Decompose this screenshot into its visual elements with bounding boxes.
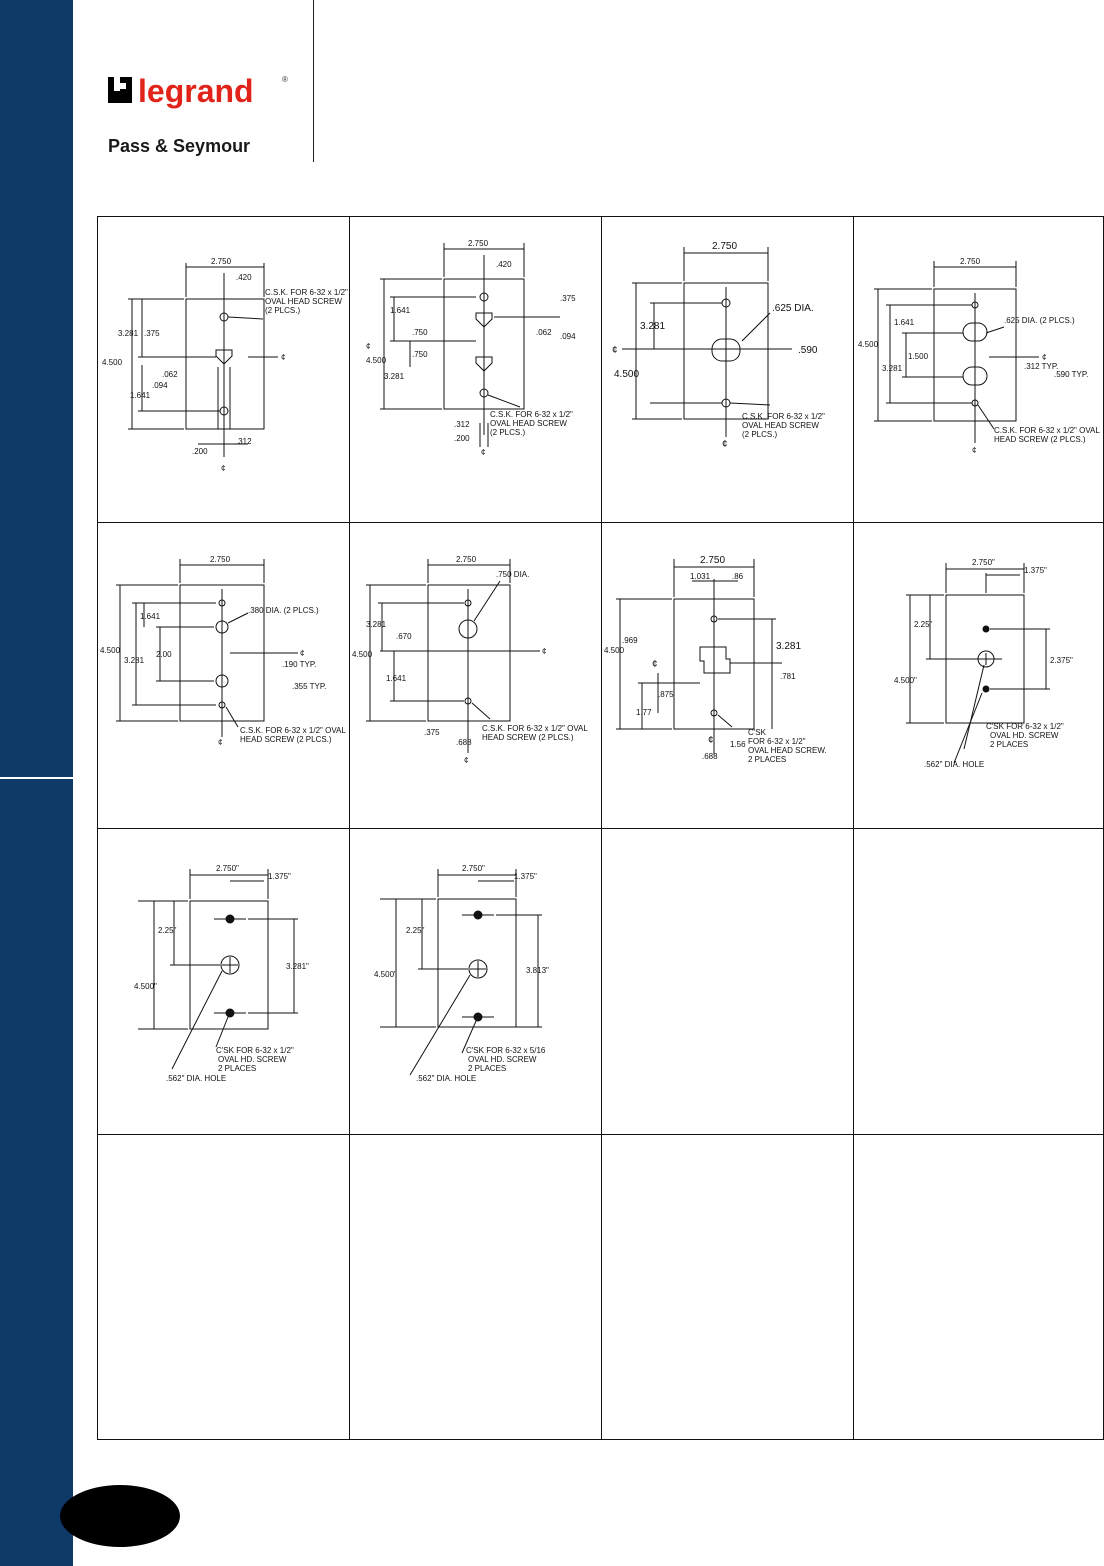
wallplate-drawing-2 <box>350 217 602 523</box>
dim-label: 3.281" <box>286 962 309 971</box>
dim-label: .781 <box>780 672 796 681</box>
note-label: OVAL HD. SCREW <box>468 1055 537 1064</box>
dim-label: 2.25" <box>158 926 177 935</box>
dim-label: 4.500" <box>894 676 917 685</box>
page-number-badge <box>60 1485 180 1547</box>
dim-label: 4.500 <box>614 369 640 380</box>
note-label: 2 PLACES <box>990 740 1029 749</box>
dim-label: 1.641 <box>386 674 407 683</box>
dim-label: .590 TYP. <box>1054 370 1089 379</box>
dim-label: .420 <box>496 260 512 269</box>
dim-label: 3.281 <box>366 620 387 629</box>
dim-label: .380 DIA. (2 PLCS.) <box>248 606 319 615</box>
dim-label: .200 <box>192 447 208 456</box>
dim-label: 3.813" <box>526 966 549 975</box>
dim-label: .750 <box>412 328 428 337</box>
wallplate-drawing-7 <box>602 523 854 829</box>
dim-label: .094 <box>152 381 168 390</box>
dim-label: 1.56 <box>730 740 746 749</box>
dim-label: 4.500 <box>102 358 123 367</box>
dim-label: 3.281 <box>124 656 145 665</box>
wallplate-drawing-10 <box>350 829 602 1135</box>
dim-label: .420 <box>236 273 252 282</box>
dim-label: .969 <box>622 636 638 645</box>
note-label: (2 PLCS.) <box>490 428 526 437</box>
wallplate-drawing-8 <box>854 523 1104 829</box>
legrand-mark-icon <box>108 77 132 103</box>
note-label: OVAL HEAD SCREW <box>490 419 567 428</box>
dim-label: .688 <box>456 738 472 747</box>
wallplate-drawing-1 <box>98 217 350 523</box>
note-label: 2 PLACES <box>748 755 787 764</box>
note-label: (2 PLCS.) <box>265 306 301 315</box>
note-label: C.S.K. FOR 6-32 x 1/2" OVAL <box>994 426 1100 435</box>
dim-label: 2.750 <box>211 257 232 266</box>
dim-label: .312 <box>236 437 252 446</box>
dim-label: 4.500 <box>100 646 121 655</box>
dim-label: 1.641 <box>130 391 151 400</box>
dim-label: 1.375" <box>514 872 537 881</box>
dim-label: 4.500 <box>604 646 625 655</box>
note-label: OVAL HEAD SCREW <box>742 421 819 430</box>
dim-label: .86 <box>732 572 744 581</box>
dim-label: 1.641 <box>390 306 411 315</box>
centerline-label: ¢ <box>652 659 658 670</box>
wallplate-drawing-6 <box>350 523 602 829</box>
dim-label: 4.500 <box>366 356 387 365</box>
dim-label: .375 <box>560 294 576 303</box>
dim-label: .200 <box>454 434 470 443</box>
centerline-label: ¢ <box>281 353 286 362</box>
note-label: C'SK FOR 6-32 x 1/2" <box>986 722 1064 731</box>
dim-label: .670 <box>396 632 412 641</box>
dim-label: .312 <box>454 420 470 429</box>
dim-label: 2.750" <box>216 864 239 873</box>
note-label: C.S.K. FOR 6-32 x 1/2" OVAL <box>240 726 346 735</box>
centerline-label: ¢ <box>481 448 486 457</box>
dim-label: .750 DIA. <box>496 570 530 579</box>
dim-label: 2.750 <box>456 555 477 564</box>
wallplate-drawing-5 <box>98 523 350 829</box>
dim-label: 1.77 <box>636 708 652 717</box>
wallplate-drawing-3 <box>602 217 854 523</box>
dim-label: 3.281 <box>776 641 802 652</box>
dim-label: .190 TYP. <box>282 660 317 669</box>
note-label: C'SK FOR 6-32 x 1/2" <box>216 1046 294 1055</box>
centerline-label: ¢ <box>972 446 977 455</box>
centerline-label: ¢ <box>1042 353 1047 362</box>
registered-mark: ® <box>282 75 288 84</box>
wallplate-drawing-9 <box>98 829 350 1135</box>
sidebar-divider <box>0 777 73 779</box>
dim-label: 1.375" <box>1024 566 1047 575</box>
legrand-logo <box>107 74 297 164</box>
dim-label: .312 TYP. <box>1024 362 1059 371</box>
dim-label: 2.750" <box>462 864 485 873</box>
note-label: HEAD SCREW (2 PLCS.) <box>994 435 1086 444</box>
note-label: OVAL HD. SCREW <box>218 1055 287 1064</box>
dim-label: .625 DIA. (2 PLCS.) <box>1004 316 1075 325</box>
dim-label: .750 <box>412 350 428 359</box>
note-label: .562" DIA. HOLE <box>416 1074 477 1083</box>
dim-label: 4.500 <box>858 340 879 349</box>
centerline-label: ¢ <box>464 756 469 765</box>
dim-label: 2.750 <box>700 555 726 566</box>
dim-label: 2.750 <box>210 555 231 564</box>
centerline-label: ¢ <box>542 647 547 656</box>
dim-label: .688 <box>702 752 718 761</box>
dim-label: 2.25" <box>914 620 933 629</box>
dim-label: .875 <box>658 690 674 699</box>
note-label: .562" DIA. HOLE <box>166 1074 227 1083</box>
drawing-grid <box>97 216 1104 1440</box>
dim-label: 1.641 <box>140 612 161 621</box>
note-label: C'SK FOR 6-32 x 5/16 <box>466 1046 546 1055</box>
centerline-label: ¢ <box>708 735 714 746</box>
dim-label: 2.750 <box>712 241 738 252</box>
note-label: C.S.K. FOR 6-32 x 1/2" OVAL <box>482 724 588 733</box>
dim-label: .375 <box>144 329 160 338</box>
centerline-label: ¢ <box>722 439 728 450</box>
dim-label: 3.281 <box>384 372 405 381</box>
note-label: HEAD SCREW (2 PLCS.) <box>482 733 574 742</box>
centerline-label: ¢ <box>612 345 618 356</box>
centerline-label: ¢ <box>300 649 305 658</box>
dim-label: 1.641 <box>894 318 915 327</box>
note-label: .562" DIA. HOLE <box>924 760 985 769</box>
sub-brand: Pass & Seymour <box>108 136 251 156</box>
note-label: C.S.K. FOR 6-32 x 1/2" <box>265 288 348 297</box>
note-label: C'SK <box>748 728 766 737</box>
note-label: 2 PLACES <box>218 1064 257 1073</box>
centerline-label: ¢ <box>221 464 226 473</box>
dim-label: .590 <box>798 345 818 356</box>
dim-label: 3.281 <box>118 329 139 338</box>
dim-label: .062 <box>162 370 178 379</box>
dim-label: 2.00 <box>156 650 172 659</box>
note-label: OVAL HEAD SCREW <box>265 297 342 306</box>
dim-label: 1.375" <box>268 872 291 881</box>
note-label: FOR 6-32 x 1/2" <box>748 737 806 746</box>
dim-label: 3.281 <box>640 321 666 332</box>
dim-label: 1.031 <box>690 572 711 581</box>
centerline-label: ¢ <box>218 738 223 747</box>
wallplate-drawing-4 <box>854 217 1104 523</box>
note-label: C.S.K. FOR 6-32 x 1/2" <box>742 412 825 421</box>
dim-label: 4.500" <box>374 970 397 979</box>
dim-label: .375 <box>424 728 440 737</box>
note-label: C.S.K. FOR 6-32 x 1/2" <box>490 410 573 419</box>
note-label: HEAD SCREW (2 PLCS.) <box>240 735 332 744</box>
note-label: (2 PLCS.) <box>742 430 778 439</box>
dim-label: 4.500" <box>134 982 157 991</box>
dim-label: .094 <box>560 332 576 341</box>
sidebar-band <box>0 0 73 1566</box>
dim-label: 4.500 <box>352 650 373 659</box>
dim-label: 2.750 <box>960 257 981 266</box>
dim-label: .355 TYP. <box>292 682 327 691</box>
note-label: 2 PLACES <box>468 1064 507 1073</box>
dim-label: 2.375" <box>1050 656 1073 665</box>
dim-label: 2.750" <box>972 558 995 567</box>
note-label: OVAL HEAD SCREW. <box>748 746 827 755</box>
centerline-label: ¢ <box>366 342 371 351</box>
dim-label: .625 DIA. <box>772 303 814 314</box>
dim-label: 2.25" <box>406 926 425 935</box>
header-divider <box>313 0 314 162</box>
note-label: OVAL HD. SCREW <box>990 731 1059 740</box>
dim-label: 1.500 <box>908 352 929 361</box>
dim-label: 3.281 <box>882 364 903 373</box>
dim-label: 2.750 <box>468 239 489 248</box>
dim-label: .062 <box>536 328 552 337</box>
brand-wordmark: legrand <box>138 73 254 109</box>
